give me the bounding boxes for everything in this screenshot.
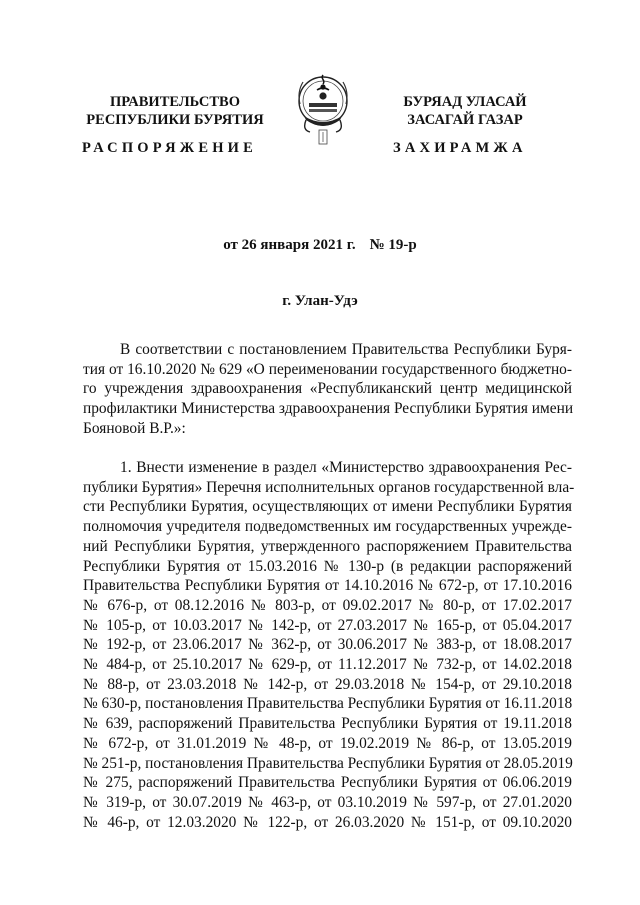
text-line: № 639, распоряжений Правительства Республики Бурятия от 19.11.2018 — [83, 715, 572, 733]
header-left-line1: ПРАВИТЕЛЬСТВО — [110, 94, 240, 110]
text-line: № 676-р, от 08.12.2016 № 803-р, от 09.02.2017 № 80-р, от 17.02.2017 — [83, 596, 572, 614]
doc-type-right: ЗАХИРАМЖА — [393, 140, 527, 156]
text-line: полномочия учредителя подведомственных им государственных учрежде- — [83, 518, 572, 536]
text-line: № 192-р, от 23.06.2017 № 362-р, от 30.06.2017 № 383-р, от 18.08.2017 — [83, 636, 572, 654]
text-line: 1. Внести изменение в раздел «Министерство здравоохранения Рес- — [120, 459, 572, 476]
text-line: № 251-р, постановления Правительства Республики Бурятия от 28.05.2019 — [83, 754, 573, 772]
text-line: профилактики Министерства здравоохранения Республики Бурятия имени — [83, 400, 574, 418]
coat-of-arms-icon — [296, 70, 350, 152]
text-line: тия от 16.10.2020 № 629 «О переименовании государственного бюджетно- — [83, 360, 572, 378]
paragraph-item-1 — [83, 458, 575, 832]
text-line: ний Республики Бурятия, утвержденного распоряжением Правительства — [83, 537, 572, 555]
header-right-block — [360, 93, 570, 129]
text-line: Республики Бурятия от 15.03.2016 № 130-р (в редакции распоряжений — [83, 557, 572, 575]
paragraph-preamble — [83, 340, 572, 439]
text-line: № 672-р, от 31.01.2019 № 48-р, от 19.02.2019 № 86-р, от 13.05.2019 — [83, 734, 572, 752]
text-line: № 46-р, от 12.03.2020 № 122-р, от 26.03.2020 № 151-р, от 09.10.2020 — [83, 813, 572, 831]
text-line: № 630-р, постановления Правительства Республики Бурятия от 16.11.2018 — [83, 695, 573, 713]
header-left-line2: РЕСПУБЛИКИ БУРЯТИЯ — [86, 112, 264, 128]
text-line: го учреждения здравоохранения «Республиканский центр медицинской — [83, 380, 572, 398]
doc-type-left: РАСПОРЯЖЕНИЕ — [82, 140, 258, 156]
text-line: Правительства Республики Бурятия от 14.10.2016 № 672-р, от 17.10.2016 — [83, 577, 572, 595]
text-line: В соответствии с постановлением Правительства Республики Буря- — [120, 341, 572, 358]
text-line: публики Бурятия» Перечня исполнительных органов государственной вла- — [83, 478, 575, 496]
header-right-line2: ЗАСАГАЙ ГАЗАР — [407, 112, 523, 128]
document-number: № 19-р — [369, 237, 417, 253]
text-line: № 275, распоряжений Правительства Республики Бурятия от 06.06.2019 — [83, 774, 572, 792]
text-line: № 88-р, от 23.03.2018 № 142-р, от 29.03.2018 № 154-р, от 29.10.2018 — [83, 675, 572, 693]
header-right-line1: БУРЯАД УЛАСАЙ — [403, 94, 527, 110]
text-line: Бояновой В.Р.»: — [83, 419, 186, 437]
text-line: сти Республики Бурятия, осуществляющих от имени Республики Бурятия — [83, 498, 572, 516]
document-city: г. Улан-Удэ — [282, 293, 358, 309]
text-line: № 484-р, от 25.10.2017 № 629-р, от 11.12.2017 № 732-р, от 14.02.2018 — [83, 656, 572, 674]
text-line: № 319-р, от 30.07.2019 № 463-р, от 03.10.2019 № 597-р, от 27.01.2020 — [83, 793, 572, 811]
header-left-block — [70, 93, 280, 129]
document-date: от 26 января 2021 г. — [223, 237, 356, 253]
text-line: № 105-р, от 10.03.2017 № 142-р, от 27.03.2017 № 165-р, от 05.04.2017 — [83, 616, 572, 634]
document-date-line — [0, 237, 640, 254]
